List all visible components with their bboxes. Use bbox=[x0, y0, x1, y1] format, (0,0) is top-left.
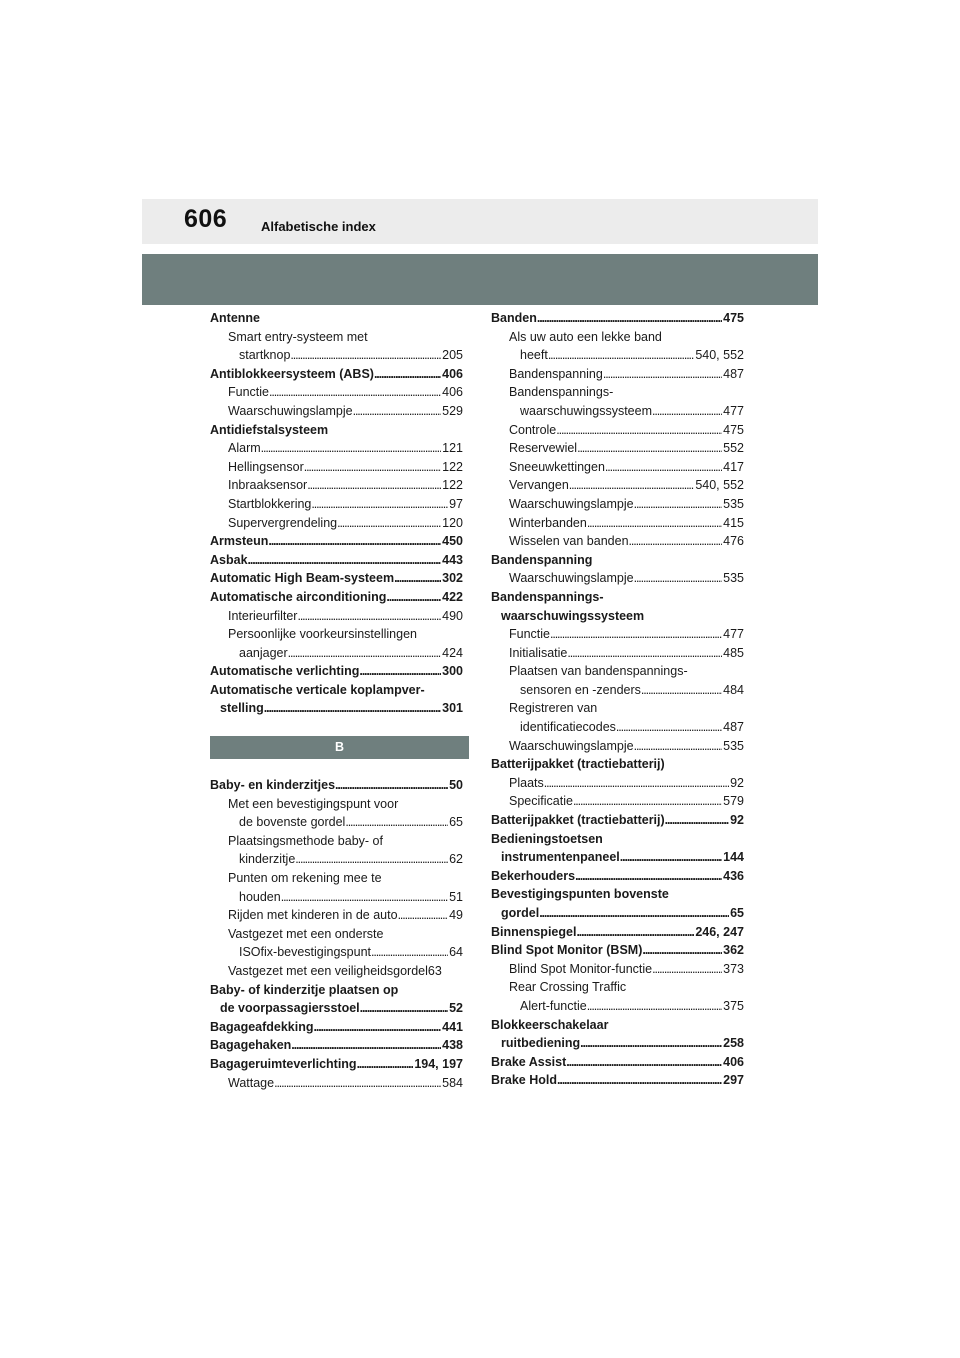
index-entry bbox=[491, 569, 744, 588]
dot-leader bbox=[641, 681, 722, 700]
entry-term: houden bbox=[239, 889, 281, 904]
index-entry bbox=[491, 551, 744, 570]
entry-term: gordel bbox=[501, 906, 540, 920]
dot-leader bbox=[603, 365, 722, 384]
index-entry bbox=[210, 625, 463, 644]
entry-term: ruitbediening bbox=[501, 1036, 581, 1051]
entry-term: Binnenspiegel bbox=[491, 924, 577, 939]
index-entry bbox=[491, 904, 744, 923]
entry-term: Inbraaksensor bbox=[228, 478, 308, 493]
dot-leader bbox=[620, 848, 722, 867]
entry-term: Rijden met kinderen in de auto bbox=[228, 908, 398, 923]
dot-leader bbox=[556, 421, 722, 440]
index-entry bbox=[491, 755, 744, 774]
dot-leader bbox=[544, 774, 729, 793]
index-entry bbox=[491, 960, 744, 979]
dot-leader bbox=[386, 588, 441, 607]
index-entry bbox=[491, 458, 744, 477]
dot-leader bbox=[288, 644, 441, 663]
entry-term: stelling bbox=[220, 701, 264, 716]
dot-leader bbox=[394, 569, 441, 588]
index-entry bbox=[491, 737, 744, 756]
dot-leader bbox=[353, 402, 442, 421]
dot-leader bbox=[335, 776, 448, 795]
entry-term: Antiblokkeersysteem (ABS) bbox=[210, 366, 374, 381]
dot-leader bbox=[337, 514, 441, 533]
entry-term: Bevestigingspunten bovenste bbox=[491, 887, 669, 902]
index-entry bbox=[210, 588, 463, 607]
entry-term: Batterijpakket (tractiebatterij) bbox=[491, 813, 665, 828]
entry-term: Bagagehaken bbox=[210, 1038, 292, 1053]
entry-page-number: 477 bbox=[723, 403, 744, 418]
index-entry bbox=[210, 402, 463, 421]
decorative-band bbox=[142, 254, 818, 305]
index-entry bbox=[210, 607, 463, 626]
dot-leader bbox=[539, 904, 729, 923]
entry-term: instrumentenpaneel bbox=[501, 850, 620, 865]
dot-leader bbox=[357, 1055, 414, 1074]
dot-leader bbox=[398, 906, 449, 925]
index-entry bbox=[210, 346, 463, 365]
entry-term: Vervangen bbox=[509, 478, 569, 493]
entry-term: Brake Hold bbox=[491, 1073, 557, 1088]
entry-page-number: 194, 197 bbox=[414, 1056, 463, 1071]
index-entry bbox=[491, 662, 744, 681]
entry-term: Automatische verlichting bbox=[210, 664, 360, 679]
entry-term: Reservewiel bbox=[509, 441, 578, 456]
index-entry bbox=[210, 644, 463, 663]
index-entry bbox=[491, 1016, 744, 1035]
entry-page-number: 49 bbox=[449, 908, 463, 923]
entry-term: Wisselen van banden bbox=[509, 534, 629, 549]
entry-term: Plaats bbox=[509, 775, 544, 790]
entry-page-number: 450 bbox=[442, 534, 463, 549]
entry-page-number: 121 bbox=[442, 441, 463, 456]
entry-term: Vastgezet met een onderste bbox=[228, 926, 384, 941]
entry-term: Plaatsen van bandenspannings- bbox=[509, 664, 688, 679]
entry-term: Specificatie bbox=[509, 794, 573, 809]
index-entry bbox=[491, 1053, 744, 1072]
index-entry bbox=[210, 850, 463, 869]
entry-term: Functie bbox=[509, 627, 550, 642]
entry-term: Bagageruimteverlichting bbox=[210, 1056, 357, 1071]
entry-term: heeft bbox=[520, 348, 548, 363]
entry-term: Baby- of kinderzitje plaatsen op bbox=[210, 982, 399, 997]
index-entry bbox=[210, 999, 463, 1018]
index-entry bbox=[210, 662, 463, 681]
index-entry bbox=[491, 588, 744, 607]
entry-page-number: 406 bbox=[723, 1054, 744, 1069]
index-column-left bbox=[210, 309, 463, 1092]
dot-leader bbox=[295, 850, 448, 869]
entry-term: Startblokkering bbox=[228, 496, 312, 511]
index-entry bbox=[491, 774, 744, 793]
entry-term: waarschuwingssysteem bbox=[520, 403, 652, 418]
index-entry bbox=[210, 1074, 463, 1093]
index-entry bbox=[491, 848, 744, 867]
entry-term: Smart entry-systeem met bbox=[228, 329, 368, 344]
index-entry bbox=[210, 383, 463, 402]
dot-leader bbox=[261, 439, 441, 458]
entry-page-number: 302 bbox=[442, 571, 463, 586]
entry-page-number: 92 bbox=[730, 813, 744, 828]
index-group-b-continued bbox=[491, 309, 744, 1090]
entry-page-number: 122 bbox=[442, 478, 463, 493]
entry-page-number: 584 bbox=[442, 1075, 463, 1090]
entry-page-number: 258 bbox=[723, 1036, 744, 1051]
entry-term: Blind Spot Monitor (BSM) bbox=[491, 943, 643, 958]
entry-page-number: 477 bbox=[723, 627, 744, 642]
index-entry bbox=[491, 830, 744, 849]
entry-page-number: 436 bbox=[723, 868, 744, 883]
dot-leader bbox=[566, 1053, 722, 1072]
entry-term: Hellingsensor bbox=[228, 459, 304, 474]
index-entry bbox=[491, 514, 744, 533]
section-title: Alfabetische index bbox=[261, 219, 376, 234]
dot-leader bbox=[291, 1036, 441, 1055]
entry-term: Controle bbox=[509, 422, 557, 437]
index-group-a bbox=[210, 309, 463, 718]
dot-leader bbox=[577, 439, 722, 458]
entry-term: de bovenste gordel bbox=[239, 815, 346, 830]
dot-leader bbox=[605, 458, 722, 477]
entry-page-number: 205 bbox=[442, 348, 463, 363]
entry-term: Initialisatie bbox=[509, 645, 568, 660]
entry-page-number: 97 bbox=[449, 496, 463, 511]
index-entry bbox=[491, 1034, 744, 1053]
index-entry bbox=[210, 776, 463, 795]
dot-leader bbox=[576, 923, 694, 942]
entry-term: Baby- en kinderzitjes bbox=[210, 778, 336, 793]
entry-page-number: 579 bbox=[723, 794, 744, 809]
entry-term: Met een bevestigingspunt voor bbox=[228, 796, 399, 811]
index-entry bbox=[210, 458, 463, 477]
index-entry bbox=[491, 941, 744, 960]
entry-term: kinderzitje bbox=[239, 852, 296, 867]
index-column-right bbox=[491, 309, 744, 1090]
entry-term: Automatic High Beam-systeem bbox=[210, 571, 395, 586]
entry-term: Antidiefstalsysteem bbox=[210, 422, 329, 437]
dot-leader bbox=[587, 514, 722, 533]
entry-page-number: 51 bbox=[449, 889, 463, 904]
dot-leader bbox=[371, 943, 448, 962]
index-entry bbox=[210, 421, 463, 440]
index-entry bbox=[491, 978, 744, 997]
index-entry bbox=[491, 681, 744, 700]
entry-term: Sneeuwkettingen bbox=[509, 459, 605, 474]
entry-term: Winterbanden bbox=[509, 515, 587, 530]
entry-page-number: 484 bbox=[723, 682, 744, 697]
entry-page-number: 64 bbox=[449, 945, 463, 960]
entry-page-number: 415 bbox=[723, 515, 744, 530]
index-entry bbox=[491, 346, 744, 365]
entry-page-number: 422 bbox=[442, 589, 463, 604]
index-entry bbox=[491, 718, 744, 737]
entry-term: Bandenspanning bbox=[509, 366, 603, 381]
index-entry bbox=[210, 795, 463, 814]
dot-leader bbox=[290, 346, 441, 365]
index-entry bbox=[491, 885, 744, 904]
dot-leader bbox=[642, 941, 722, 960]
entry-term: Brake Assist bbox=[491, 1054, 567, 1069]
entry-term: Rear Crossing Traffic bbox=[509, 980, 627, 995]
entry-page-number: 362 bbox=[723, 943, 744, 958]
index-entry bbox=[210, 888, 463, 907]
entry-page-number: 300 bbox=[442, 664, 463, 679]
index-entry bbox=[491, 532, 744, 551]
index-entry bbox=[491, 383, 744, 402]
index-entry bbox=[210, 365, 463, 384]
entry-page-number: 424 bbox=[442, 645, 463, 660]
entry-term: Alert-functie bbox=[520, 998, 587, 1013]
entry-page-number: 535 bbox=[723, 738, 744, 753]
dot-leader bbox=[360, 999, 448, 1018]
entry-term: Persoonlijke voorkeursinstellingen bbox=[228, 627, 417, 642]
dot-leader bbox=[573, 792, 722, 811]
entry-term: Plaatsingsmethode baby- of bbox=[228, 833, 383, 848]
entry-page-number: 441 bbox=[442, 1019, 463, 1034]
dot-leader bbox=[634, 569, 723, 588]
dot-leader bbox=[550, 625, 722, 644]
dot-leader bbox=[264, 699, 441, 718]
index-entry bbox=[491, 476, 744, 495]
entry-term: Bekerhouders bbox=[491, 868, 576, 883]
entry-page-number: 406 bbox=[442, 366, 463, 381]
entry-term: Bandenspannings- bbox=[491, 589, 604, 604]
entry-term: Waarschuwingslampje bbox=[509, 738, 634, 753]
index-entry bbox=[210, 328, 463, 347]
dot-leader bbox=[374, 365, 441, 384]
entry-page-number: 490 bbox=[442, 608, 463, 623]
entry-term: aanjager bbox=[239, 645, 288, 660]
dot-leader bbox=[248, 551, 442, 570]
entry-term: Automatische verticale koplampver- bbox=[210, 682, 425, 697]
entry-page-number: 246, 247 bbox=[695, 924, 744, 939]
entry-page-number: 301 bbox=[442, 701, 463, 716]
dot-leader bbox=[652, 402, 722, 421]
index-entry bbox=[210, 309, 463, 328]
entry-page-number: 487 bbox=[723, 366, 744, 381]
entry-term: Bandenspanning bbox=[491, 552, 593, 567]
dot-leader bbox=[665, 811, 729, 830]
entry-term: Punten om rekening mee te bbox=[228, 871, 382, 886]
entry-page-number: 438 bbox=[442, 1038, 463, 1053]
entry-page-number: 540, 552 bbox=[695, 478, 744, 493]
index-entry bbox=[210, 813, 463, 832]
index-entry bbox=[491, 309, 744, 328]
entry-term: Asbak bbox=[210, 552, 248, 567]
entry-page-number: 552 bbox=[723, 441, 744, 456]
index-entry bbox=[210, 551, 463, 570]
index-entry bbox=[210, 1055, 463, 1074]
dot-leader bbox=[580, 1034, 722, 1053]
entry-page-number: 487 bbox=[723, 720, 744, 735]
header-band bbox=[142, 199, 818, 244]
entry-page-number: 144 bbox=[723, 850, 744, 865]
dot-leader bbox=[274, 1074, 441, 1093]
index-entry bbox=[491, 495, 744, 514]
entry-term: identificatiecodes bbox=[520, 720, 616, 735]
entry-page-number: 120 bbox=[442, 515, 463, 530]
dot-leader bbox=[537, 309, 722, 328]
entry-term: Wattage bbox=[228, 1075, 275, 1090]
dot-leader bbox=[575, 867, 722, 886]
entry-term: Batterijpakket (tractiebatterij) bbox=[491, 757, 665, 772]
index-entry bbox=[210, 943, 463, 962]
index-entry bbox=[491, 792, 744, 811]
entry-page-number: 406 bbox=[442, 385, 463, 400]
index-entry bbox=[491, 625, 744, 644]
index-group-b bbox=[210, 776, 463, 1092]
entry-term: Banden bbox=[491, 311, 537, 325]
entry-page-number: 417 bbox=[723, 459, 744, 474]
entry-term: Bagageafdekking bbox=[210, 1019, 314, 1034]
dot-leader bbox=[307, 476, 441, 495]
entry-page-number: 297 bbox=[723, 1073, 744, 1088]
index-entry bbox=[210, 981, 463, 1000]
entry-page-number: 540, 552 bbox=[695, 348, 744, 363]
index-entry bbox=[491, 402, 744, 421]
entry-term: waarschuwingssysteem bbox=[501, 608, 645, 623]
dot-leader bbox=[548, 346, 695, 365]
dot-leader bbox=[304, 458, 441, 477]
entry-page-number: 443 bbox=[442, 552, 463, 567]
index-entry bbox=[491, 365, 744, 384]
index-entry bbox=[210, 514, 463, 533]
dot-leader bbox=[569, 476, 695, 495]
dot-leader bbox=[311, 495, 448, 514]
index-entry bbox=[491, 607, 744, 626]
index-entry bbox=[210, 832, 463, 851]
index-entry bbox=[491, 699, 744, 718]
index-entry bbox=[210, 569, 463, 588]
index-entry bbox=[491, 1071, 744, 1090]
entry-term: Waarschuwingslampje bbox=[509, 571, 634, 586]
entry-term: Blokkeerschakelaar bbox=[491, 1017, 609, 1032]
index-entry bbox=[491, 439, 744, 458]
entry-term: startknop bbox=[239, 348, 291, 363]
dot-leader bbox=[634, 495, 723, 514]
dot-leader bbox=[616, 718, 722, 737]
entry-term: Armsteun bbox=[210, 534, 269, 549]
index-entry bbox=[210, 906, 463, 925]
entry-term: Bedieningstoetsen bbox=[491, 831, 603, 846]
index-entry bbox=[210, 869, 463, 888]
index-entry bbox=[210, 925, 463, 944]
entry-page-number: 476 bbox=[723, 534, 744, 549]
entry-term: Supervergrendeling bbox=[228, 515, 338, 530]
entry-term: de voorpassagiersstoel bbox=[220, 1001, 360, 1016]
dot-leader bbox=[587, 997, 722, 1016]
index-entry bbox=[210, 1018, 463, 1037]
dot-leader bbox=[634, 737, 723, 756]
entry-page-number: 65 bbox=[730, 906, 744, 920]
index-entry bbox=[210, 532, 463, 551]
entry-page-number: 373 bbox=[723, 961, 744, 976]
index-entry bbox=[491, 867, 744, 886]
entry-term: Antenne bbox=[210, 311, 260, 325]
dot-leader bbox=[629, 532, 723, 551]
entry-term: ISOfix-bevestigingspunt bbox=[239, 945, 372, 960]
index-entry bbox=[491, 997, 744, 1016]
entry-term: Waarschuwingslampje bbox=[228, 403, 353, 418]
dot-leader bbox=[557, 1071, 722, 1090]
entry-page-number: 529 bbox=[442, 403, 463, 418]
entry-page-number: 50 bbox=[449, 778, 463, 793]
entry-term: Registreren van bbox=[509, 701, 598, 716]
entry-page-number: 535 bbox=[723, 496, 744, 511]
entry-page-number: 475 bbox=[723, 422, 744, 437]
index-entry bbox=[491, 811, 744, 830]
entry-term: Automatische airconditioning bbox=[210, 589, 387, 604]
entry-term: Als uw auto een lekke band bbox=[509, 329, 662, 344]
dot-leader bbox=[345, 813, 448, 832]
index-entry bbox=[491, 923, 744, 942]
entry-term: sensoren en -zenders bbox=[520, 682, 641, 697]
index-entry bbox=[210, 495, 463, 514]
dot-leader bbox=[359, 662, 441, 681]
entry-term: Alarm bbox=[228, 441, 261, 456]
entry-term: Waarschuwingslampje bbox=[509, 496, 634, 511]
dot-leader bbox=[281, 888, 448, 907]
index-entry bbox=[210, 699, 463, 718]
dot-leader bbox=[567, 644, 722, 663]
index-entry bbox=[491, 328, 744, 347]
page-number: 606 bbox=[184, 205, 228, 233]
dot-leader bbox=[269, 383, 441, 402]
index-entry bbox=[210, 962, 463, 981]
index-entry bbox=[210, 476, 463, 495]
entry-term: Bandenspannings- bbox=[509, 385, 614, 400]
index-entry bbox=[491, 644, 744, 663]
entry-term: Interieurfilter bbox=[228, 608, 298, 623]
entry-page-number: 62 bbox=[449, 852, 463, 867]
entry-page-number: 65 bbox=[449, 815, 463, 830]
dot-leader bbox=[652, 960, 722, 979]
index-entry bbox=[210, 681, 463, 700]
letter-heading-b: B bbox=[210, 736, 469, 759]
entry-page-number: 52 bbox=[449, 1001, 463, 1016]
dot-leader bbox=[314, 1018, 442, 1037]
entry-page-number: 92 bbox=[730, 775, 744, 790]
index-entry bbox=[491, 421, 744, 440]
entry-term: Vastgezet met een veiligheidsgordel63 bbox=[228, 964, 442, 978]
dot-leader bbox=[268, 532, 441, 551]
entry-page-number: 475 bbox=[723, 311, 744, 325]
entry-page-number: 122 bbox=[442, 459, 463, 474]
index-entry bbox=[210, 439, 463, 458]
entry-page-number: 535 bbox=[723, 571, 744, 586]
dot-leader bbox=[297, 607, 441, 626]
entry-term: Blind Spot Monitor-functie bbox=[509, 961, 653, 976]
index-entry bbox=[210, 1036, 463, 1055]
entry-term: Functie bbox=[228, 385, 269, 400]
entry-page-number: 485 bbox=[723, 645, 744, 660]
entry-page-number: 375 bbox=[723, 998, 744, 1013]
